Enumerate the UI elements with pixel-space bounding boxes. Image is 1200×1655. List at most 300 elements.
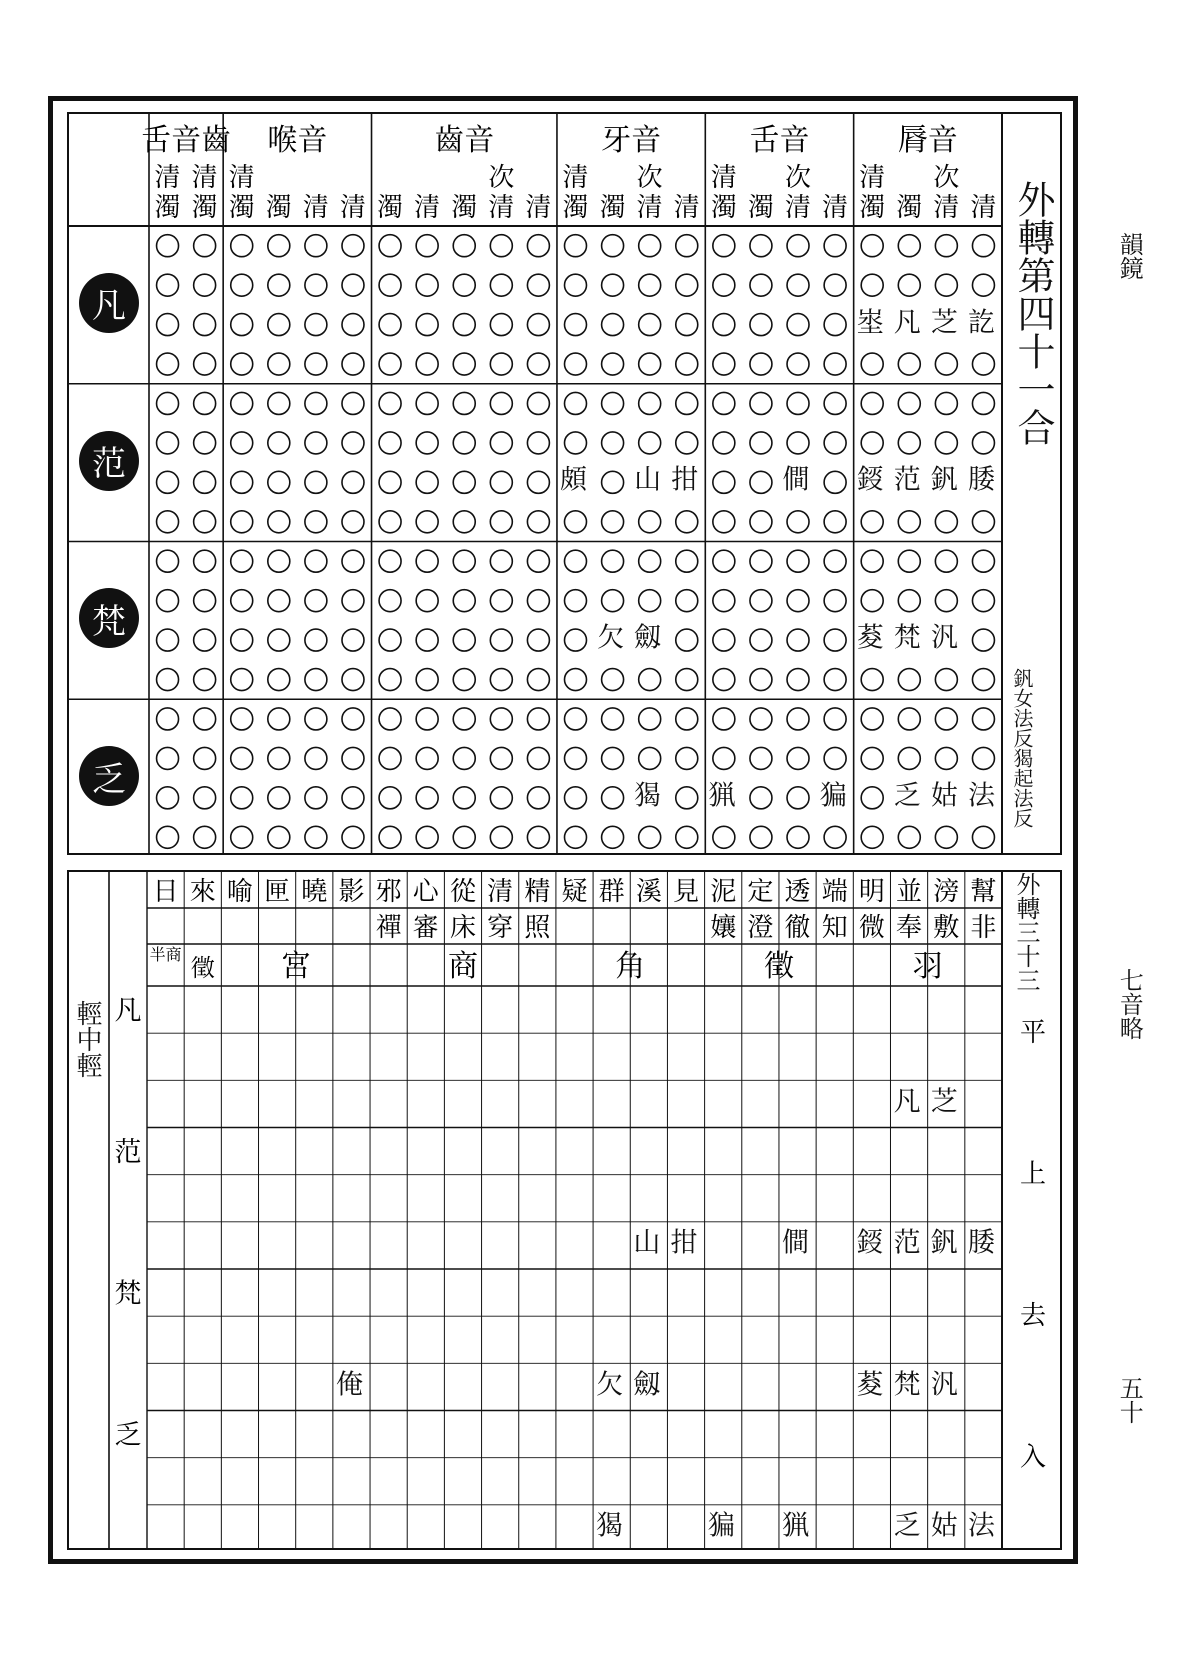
col-header-0-1: 清 <box>933 193 960 223</box>
col-header-3-3: 清 <box>414 193 441 223</box>
empty-circle <box>490 747 512 769</box>
empty-circle <box>342 432 364 454</box>
empty-circle <box>898 274 920 296</box>
empty-circle <box>490 511 512 533</box>
empty-circle <box>268 787 290 809</box>
empty-circle <box>194 511 216 533</box>
col-header-3-1: 清 <box>488 193 515 223</box>
initial-2: 床 <box>449 913 476 943</box>
upper-char: 猵 <box>819 780 847 812</box>
col-header-1-3: 清 <box>710 163 737 193</box>
empty-circle <box>527 432 549 454</box>
empty-circle <box>268 708 290 730</box>
empty-circle <box>972 747 994 769</box>
empty-circle <box>342 471 364 493</box>
empty-circle <box>379 353 401 375</box>
empty-circle <box>453 826 475 848</box>
empty-circle <box>490 669 512 691</box>
empty-circle <box>157 235 179 257</box>
empty-circle <box>342 669 364 691</box>
empty-circle <box>898 747 920 769</box>
empty-circle <box>787 708 809 730</box>
empty-circle <box>972 432 994 454</box>
upper-char: 訖 <box>967 307 995 339</box>
empty-circle <box>565 826 587 848</box>
initial-2: 澄 <box>747 913 774 943</box>
lower-char: 凡 <box>893 1086 921 1118</box>
empty-circle <box>379 274 401 296</box>
empty-circle <box>490 471 512 493</box>
empty-circle <box>676 511 698 533</box>
empty-circle <box>898 432 920 454</box>
empty-circle <box>305 550 327 572</box>
empty-circle <box>898 669 920 691</box>
empty-circle <box>268 550 290 572</box>
empty-circle <box>750 274 772 296</box>
lower-char: 俺 <box>335 1369 363 1401</box>
empty-circle <box>898 590 920 612</box>
empty-circle <box>824 747 846 769</box>
empty-circle <box>527 314 549 336</box>
empty-circle <box>750 314 772 336</box>
col-header-2-3: 濁 <box>562 193 589 223</box>
empty-circle <box>490 550 512 572</box>
empty-circle <box>527 392 549 414</box>
empty-circle <box>342 353 364 375</box>
empty-circle <box>268 353 290 375</box>
col-header-1-1: 次 <box>785 163 812 193</box>
lower-char: 范 <box>893 1227 921 1259</box>
col-header-2-1: 清 <box>636 193 663 223</box>
empty-circle <box>861 747 883 769</box>
empty-circle <box>305 708 327 730</box>
group-header-3: 齒音 <box>434 123 495 158</box>
initial-1: 端 <box>821 877 848 907</box>
empty-circle <box>565 392 587 414</box>
lower-table <box>67 870 1062 1550</box>
empty-circle <box>379 826 401 848</box>
empty-circle <box>416 392 438 414</box>
empty-circle <box>231 274 253 296</box>
upper-char: 僴 <box>782 464 810 496</box>
empty-circle <box>565 274 587 296</box>
group-header-4: 喉音 <box>267 123 328 158</box>
col-header-5-1: 清 <box>154 163 181 193</box>
empty-circle <box>268 432 290 454</box>
empty-circle <box>898 511 920 533</box>
empty-circle <box>231 708 253 730</box>
empty-circle <box>713 590 735 612</box>
upper-note <box>1012 668 1060 852</box>
empty-circle <box>194 826 216 848</box>
empty-circle <box>824 826 846 848</box>
empty-circle <box>713 708 735 730</box>
empty-circle <box>861 669 883 691</box>
empty-circle <box>527 511 549 533</box>
col-header-0-1: 次 <box>933 163 960 193</box>
empty-circle <box>861 274 883 296</box>
empty-circle <box>565 314 587 336</box>
initial-2: 徹 <box>784 913 811 943</box>
empty-circle <box>935 353 957 375</box>
rhyme-badge: 范 <box>79 431 139 491</box>
upper-char: 梵 <box>893 622 921 654</box>
empty-circle <box>157 590 179 612</box>
empty-circle <box>157 314 179 336</box>
empty-circle <box>972 392 994 414</box>
upper-char: 猲 <box>634 780 662 812</box>
initial-2: 微 <box>858 913 885 943</box>
empty-circle <box>935 747 957 769</box>
empty-circle <box>157 747 179 769</box>
empty-circle <box>676 747 698 769</box>
initial-1: 心 <box>412 877 439 907</box>
empty-circle <box>231 550 253 572</box>
empty-circle <box>379 511 401 533</box>
col-header-5-1: 濁 <box>154 193 181 223</box>
empty-circle <box>194 432 216 454</box>
empty-circle <box>639 708 661 730</box>
empty-circle <box>972 511 994 533</box>
initial-2: 審 <box>412 913 439 943</box>
empty-circle <box>602 747 624 769</box>
empty-circle <box>157 550 179 572</box>
lower-char: 法 <box>967 1510 995 1542</box>
empty-circle <box>861 353 883 375</box>
note-label: 徵 <box>763 949 794 984</box>
empty-circle <box>157 669 179 691</box>
empty-circle <box>787 629 809 651</box>
col-header-5-0: 清 <box>191 163 218 193</box>
empty-circle <box>639 590 661 612</box>
empty-circle <box>602 432 624 454</box>
empty-circle <box>231 669 253 691</box>
empty-circle <box>231 471 253 493</box>
empty-circle <box>602 274 624 296</box>
empty-circle <box>787 235 809 257</box>
empty-circle <box>861 432 883 454</box>
empty-circle <box>602 550 624 572</box>
col-header-0-2: 濁 <box>896 193 923 223</box>
empty-circle <box>490 432 512 454</box>
empty-circle <box>602 826 624 848</box>
empty-circle <box>490 629 512 651</box>
empty-circle <box>416 471 438 493</box>
empty-circle <box>935 432 957 454</box>
empty-circle <box>416 274 438 296</box>
empty-circle <box>935 708 957 730</box>
empty-circle <box>231 511 253 533</box>
empty-circle <box>750 235 772 257</box>
empty-circle <box>824 235 846 257</box>
initial-1: 來 <box>189 877 216 907</box>
empty-circle <box>713 629 735 651</box>
note-label: 半商 <box>149 945 182 964</box>
group-header-0: 脣音 <box>897 123 958 158</box>
empty-circle <box>453 511 475 533</box>
empty-circle <box>453 590 475 612</box>
empty-circle <box>898 353 920 375</box>
initial-2: 照 <box>524 913 551 943</box>
empty-circle <box>342 747 364 769</box>
empty-circle <box>676 235 698 257</box>
empty-circle <box>231 392 253 414</box>
col-header-2-0: 清 <box>673 193 700 223</box>
empty-circle <box>935 550 957 572</box>
empty-circle <box>453 787 475 809</box>
group-header-1: 舌音 <box>749 123 810 158</box>
empty-circle <box>342 629 364 651</box>
empty-circle <box>972 629 994 651</box>
rhyme-badge: 乏 <box>79 746 139 806</box>
initial-1: 明 <box>858 877 885 907</box>
empty-circle <box>639 314 661 336</box>
empty-circle <box>342 708 364 730</box>
empty-circle <box>676 629 698 651</box>
lower-char: 僴 <box>782 1227 810 1259</box>
empty-circle <box>490 826 512 848</box>
empty-circle <box>379 747 401 769</box>
empty-circle <box>268 314 290 336</box>
empty-circle <box>750 392 772 414</box>
empty-circle <box>602 471 624 493</box>
empty-circle <box>453 392 475 414</box>
empty-circle <box>157 787 179 809</box>
lower-char: 芝 <box>930 1086 958 1118</box>
empty-circle <box>861 708 883 730</box>
note-label: 羽 <box>912 949 943 984</box>
empty-circle <box>490 235 512 257</box>
empty-circle <box>565 511 587 533</box>
upper-title: 外轉第四十一合 <box>1011 180 1055 446</box>
initial-1: 喻 <box>226 877 253 907</box>
empty-circle <box>342 235 364 257</box>
empty-circle <box>527 590 549 612</box>
empty-circle <box>379 314 401 336</box>
col-header-4-3: 濁 <box>228 193 255 223</box>
note-label: 宮 <box>280 949 311 984</box>
empty-circle <box>194 314 216 336</box>
empty-circle <box>268 747 290 769</box>
empty-circle <box>824 590 846 612</box>
empty-circle <box>750 669 772 691</box>
empty-circle <box>750 471 772 493</box>
empty-circle <box>453 629 475 651</box>
empty-circle <box>565 747 587 769</box>
empty-circle <box>194 747 216 769</box>
lower-rhyme: 凡 <box>114 995 142 1027</box>
empty-circle <box>268 629 290 651</box>
empty-circle <box>453 550 475 572</box>
lower-char: 猵 <box>707 1510 735 1542</box>
empty-circle <box>565 629 587 651</box>
empty-circle <box>935 235 957 257</box>
rhyme-badge: 凡 <box>79 273 139 333</box>
initial-2: 非 <box>970 913 997 943</box>
empty-circle <box>935 511 957 533</box>
initial-1: 清 <box>487 877 514 907</box>
empty-circle <box>787 314 809 336</box>
empty-circle <box>935 392 957 414</box>
lower-rhyme: 乏 <box>114 1420 142 1452</box>
col-header-1-2: 濁 <box>747 193 774 223</box>
empty-circle <box>416 826 438 848</box>
empty-circle <box>527 235 549 257</box>
empty-circle <box>713 669 735 691</box>
empty-circle <box>231 747 253 769</box>
empty-circle <box>194 392 216 414</box>
empty-circle <box>602 314 624 336</box>
empty-circle <box>342 590 364 612</box>
empty-circle <box>713 471 735 493</box>
empty-circle <box>750 826 772 848</box>
upper-char: 芝 <box>930 307 958 339</box>
empty-circle <box>602 669 624 691</box>
initial-1: 溪 <box>635 877 662 907</box>
empty-circle <box>268 669 290 691</box>
col-header-2-3: 清 <box>562 163 589 193</box>
empty-circle <box>416 550 438 572</box>
empty-circle <box>824 471 846 493</box>
empty-circle <box>379 669 401 691</box>
empty-circle <box>527 787 549 809</box>
empty-circle <box>787 432 809 454</box>
upper-char: 埊 <box>856 307 884 339</box>
empty-circle <box>639 235 661 257</box>
empty-circle <box>268 274 290 296</box>
empty-circle <box>490 392 512 414</box>
empty-circle <box>157 471 179 493</box>
empty-circle <box>713 826 735 848</box>
empty-circle <box>379 629 401 651</box>
col-header-0-3: 清 <box>859 163 886 193</box>
empty-circle <box>787 669 809 691</box>
empty-circle <box>639 826 661 848</box>
initial-1: 疑 <box>561 877 588 907</box>
empty-circle <box>935 274 957 296</box>
empty-circle <box>416 432 438 454</box>
col-header-1-0: 清 <box>822 193 849 223</box>
empty-circle <box>379 471 401 493</box>
empty-circle <box>231 590 253 612</box>
empty-circle <box>527 826 549 848</box>
tone-label: 入 <box>1019 1442 1047 1473</box>
empty-circle <box>305 826 327 848</box>
empty-circle <box>824 511 846 533</box>
empty-circle <box>602 235 624 257</box>
initial-1: 匣 <box>264 877 291 907</box>
upper-note-text: 釩女法反猲起法反 <box>1010 668 1034 828</box>
lower-char: 乏 <box>893 1510 921 1542</box>
col-header-3-4: 濁 <box>377 193 404 223</box>
initial-1: 見 <box>673 877 700 907</box>
empty-circle <box>565 432 587 454</box>
initial-1: 影 <box>338 877 365 907</box>
empty-circle <box>379 708 401 730</box>
empty-circle <box>824 629 846 651</box>
empty-circle <box>157 392 179 414</box>
empty-circle <box>898 708 920 730</box>
empty-circle <box>713 511 735 533</box>
empty-circle <box>268 511 290 533</box>
empty-circle <box>379 787 401 809</box>
empty-circle <box>453 708 475 730</box>
empty-circle <box>231 432 253 454</box>
empty-circle <box>824 432 846 454</box>
empty-circle <box>898 392 920 414</box>
col-header-4-2: 濁 <box>265 193 292 223</box>
empty-circle <box>453 314 475 336</box>
empty-circle <box>490 708 512 730</box>
empty-circle <box>453 471 475 493</box>
empty-circle <box>268 392 290 414</box>
tone-label: 去 <box>1019 1301 1047 1332</box>
empty-circle <box>861 590 883 612</box>
empty-circle <box>676 669 698 691</box>
empty-circle <box>750 353 772 375</box>
initial-2: 知 <box>821 913 848 943</box>
empty-circle <box>527 274 549 296</box>
empty-circle <box>713 314 735 336</box>
empty-circle <box>861 511 883 533</box>
empty-circle <box>602 353 624 375</box>
initial-1: 滂 <box>933 877 960 907</box>
empty-circle <box>972 708 994 730</box>
empty-circle <box>157 629 179 651</box>
initial-1: 幫 <box>970 877 997 907</box>
empty-circle <box>602 708 624 730</box>
empty-circle <box>787 826 809 848</box>
group-header-5: 舌音齒 <box>141 123 232 158</box>
col-header-0-3: 濁 <box>859 193 886 223</box>
empty-circle <box>639 274 661 296</box>
initial-1: 精 <box>524 877 551 907</box>
upper-char: 腇 <box>967 464 995 496</box>
empty-circle <box>602 511 624 533</box>
empty-circle <box>602 590 624 612</box>
empty-circle <box>527 747 549 769</box>
empty-circle <box>972 826 994 848</box>
empty-circle <box>713 353 735 375</box>
initial-1: 群 <box>598 877 625 907</box>
empty-circle <box>453 274 475 296</box>
empty-circle <box>194 353 216 375</box>
empty-circle <box>676 708 698 730</box>
col-header-4-3: 清 <box>228 163 255 193</box>
empty-circle <box>305 629 327 651</box>
empty-circle <box>676 826 698 848</box>
empty-circle <box>490 787 512 809</box>
empty-circle <box>565 669 587 691</box>
empty-circle <box>639 511 661 533</box>
empty-circle <box>416 708 438 730</box>
upper-char: 法 <box>967 780 995 812</box>
upper-char: 拑 <box>671 464 699 496</box>
note-label: 徵 <box>190 954 215 982</box>
upper-char: 汎 <box>930 622 958 654</box>
empty-circle <box>972 590 994 612</box>
initial-1: 泥 <box>710 877 737 907</box>
tone-label: 上 <box>1019 1159 1047 1190</box>
empty-circle <box>157 708 179 730</box>
upper-char: 頗 <box>560 464 587 496</box>
empty-circle <box>527 708 549 730</box>
empty-circle <box>861 787 883 809</box>
empty-circle <box>416 669 438 691</box>
empty-circle <box>194 590 216 612</box>
empty-circle <box>824 274 846 296</box>
empty-circle <box>972 550 994 572</box>
